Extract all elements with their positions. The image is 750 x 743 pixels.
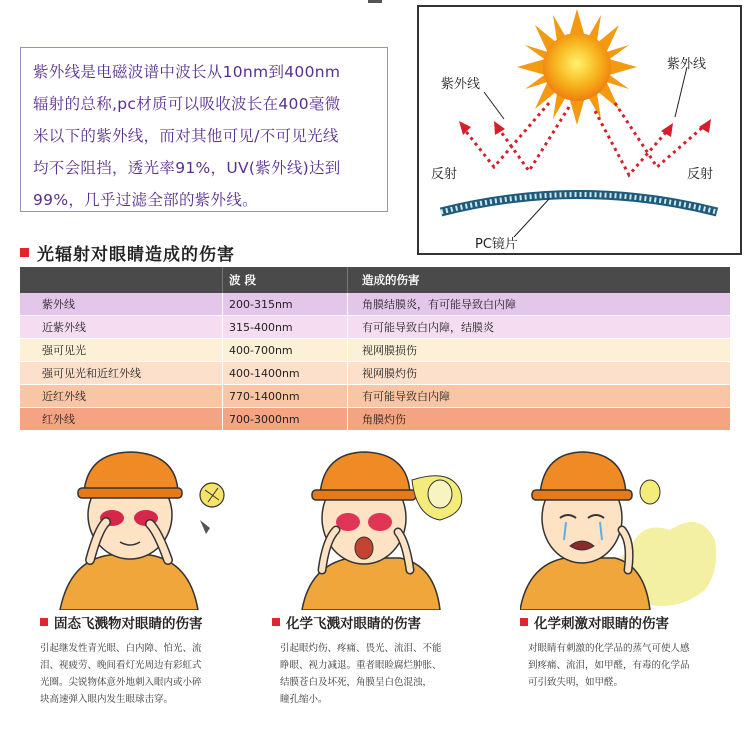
card-line: 块高速弹入眼内发生眼球击穿。: [40, 694, 174, 705]
cell-band: 400-1400nm: [222, 362, 347, 384]
bullet-square-icon: [40, 618, 48, 626]
reflect-label-right: 反射: [687, 167, 714, 182]
cell-harm: 视网膜损伤: [347, 339, 730, 361]
cell-band: 770-1400nm: [222, 385, 347, 407]
cell-name: 近紫外线: [42, 321, 86, 334]
intro-box: [20, 47, 388, 212]
cell-name: 强可见光: [42, 344, 86, 357]
card-line: 可引致失明，如甲醛。: [528, 677, 624, 688]
illustration-solid-splash: [40, 450, 240, 610]
table-row: [20, 316, 730, 339]
reflect-label-left: 反射: [431, 167, 458, 182]
card-line: 引起继发性青光眼、白内障、怕光、流: [40, 643, 202, 654]
header-harm: 造成的伤害: [347, 267, 730, 293]
worker-rubbing-eyes-icon: [40, 450, 240, 610]
cell-band: 315-400nm: [222, 316, 347, 338]
intro-line: 紫外线是电磁波谱中波长从10nm到400nm: [33, 63, 341, 81]
cell-name: 紫外线: [42, 298, 75, 311]
intro-line: 辐射的总称,pc材质可以吸收波长在400毫微: [33, 95, 341, 113]
card-body-chemical-splash: [280, 640, 442, 708]
card-line: 泪、视疲劳、晚间看灯光周边有彩虹式: [40, 660, 202, 671]
illustration-chemical-irritation: [520, 450, 720, 610]
uv-label-left: 紫外线: [441, 77, 481, 92]
card-title-solid: [40, 612, 203, 632]
cell-harm: 有可能导致白内障: [347, 385, 730, 407]
uv-diagram: [417, 5, 742, 255]
lens-label: PC镜片: [475, 237, 518, 252]
section-header: [20, 240, 235, 265]
card-line: 瞳孔缩小。: [280, 694, 328, 705]
intro-line: 米以下的紫外线，而对其他可见/不可见光线: [33, 127, 339, 145]
uv-label-right: 紫外线: [667, 57, 707, 72]
card-title-chemical-splash: [272, 612, 421, 632]
section-title: 光辐射对眼睛造成的伤害: [37, 245, 235, 265]
top-divider: [368, 0, 382, 3]
card-line: 对眼睛有刺激的化学品的蒸气可使人感: [528, 643, 690, 654]
illustration-chemical-splash: [300, 450, 480, 610]
cell-band: 700-3000nm: [222, 408, 347, 430]
table-header: [20, 267, 730, 293]
card-line: 到疼痛、流泪，如甲醛，有毒的化学品: [528, 660, 690, 671]
card-title-chemical-irritation: [520, 612, 669, 632]
header-name: [20, 267, 222, 293]
uv-diagram-graphic: [419, 7, 744, 257]
radiation-table: [20, 267, 730, 431]
cell-harm: 角膜灼伤: [347, 408, 730, 430]
worker-chemical-eyes-icon: [300, 450, 480, 610]
table-row: [20, 362, 730, 385]
bullet-square-icon: [272, 618, 280, 626]
intro-line: 均不会阻挡，透光率91%，UV(紫外线)达到: [33, 159, 341, 177]
card-title-text: 化学飞溅对眼睛的伤害: [286, 616, 421, 632]
cell-name: 强可见光和近红外线: [42, 367, 141, 380]
card-title-text: 化学刺激对眼睛的伤害: [534, 616, 669, 632]
cell-harm: 视网膜灼伤: [347, 362, 730, 384]
card-line: 引起眼灼伤、疼痛、畏光、流泪、不能: [280, 643, 442, 654]
cell-band: 400-700nm: [222, 339, 347, 361]
card-line: 睁眼、视力减退。重者眼睑腐烂肿胀、: [280, 660, 442, 671]
table-row: [20, 339, 730, 362]
cell-harm: 有可能导致白内障，结膜炎: [347, 316, 730, 338]
table-body: [20, 293, 730, 431]
card-body-chemical-irritation: [528, 640, 690, 691]
bullet-square-icon: [520, 618, 528, 626]
bullet-square-icon: [20, 248, 29, 257]
cell-name: 红外线: [42, 413, 75, 426]
card-line: 结膜苍白及坏死，角膜呈白色混浊，: [280, 677, 433, 688]
cell-name: 近红外线: [42, 390, 86, 403]
table-row: [20, 408, 730, 431]
sun-disc: [543, 33, 611, 101]
card-title-text: 固态飞溅物对眼睛的伤害: [54, 616, 203, 632]
table-row: [20, 293, 730, 316]
cell-band: 200-315nm: [222, 293, 347, 315]
table-row: [20, 385, 730, 408]
cell-harm: 角膜结膜炎，有可能导致白内障: [347, 293, 730, 315]
worker-crying-fumes-icon: [520, 450, 720, 610]
header-band: 波 段: [222, 267, 347, 293]
card-body-solid: [40, 640, 202, 708]
card-line: 光圈。尖锐物体意外地刺入眼内或小碎: [40, 677, 202, 688]
intro-line: 99%，几乎过滤全部的紫外线。: [33, 191, 258, 209]
